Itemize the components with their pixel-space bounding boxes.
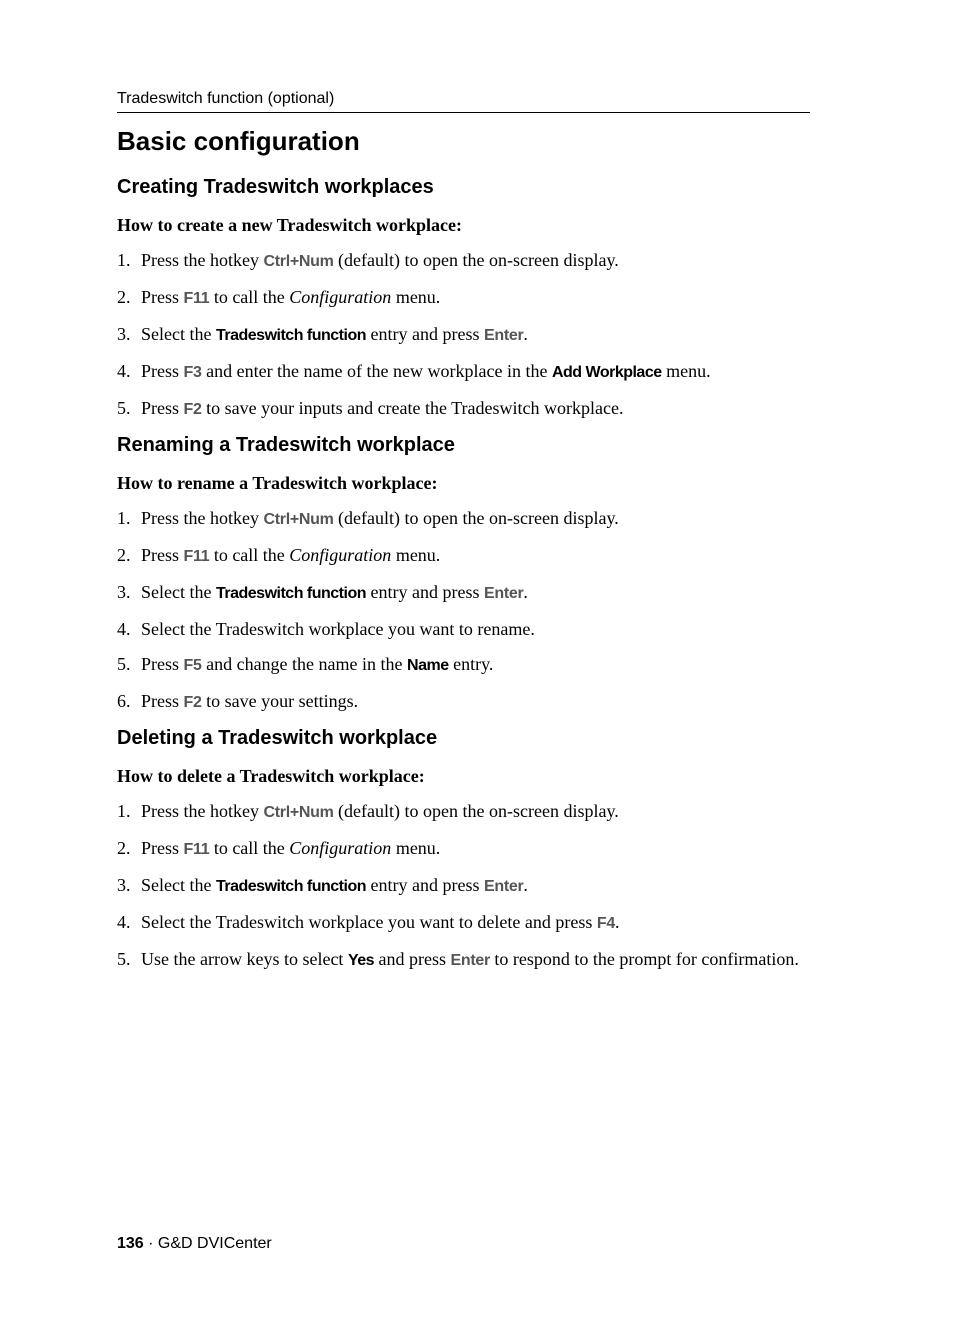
key-label: Enter: [483, 878, 524, 895]
step-text-run: Press: [141, 838, 184, 858]
menu-name: Configuration: [289, 545, 392, 565]
step-text-run: to respond to the prompt for confirmation.: [489, 949, 799, 969]
step-text-run: Press the hotkey: [141, 801, 264, 821]
list-item: [117, 618, 810, 640]
list-item: [117, 911, 810, 935]
step-number: 2.: [117, 287, 131, 307]
list-item: [117, 653, 810, 677]
step-number: 4.: [117, 361, 131, 381]
step-text-run: entry.: [448, 654, 494, 674]
step-text-run: Press: [141, 361, 184, 381]
list-item: [117, 581, 810, 605]
step-text-run: .: [523, 875, 528, 895]
section-title: Deleting a Tradeswitch workplace: [117, 727, 438, 749]
step-text-run: entry and press: [366, 875, 484, 895]
section-title: Creating Tradeswitch workplaces: [117, 176, 434, 198]
step-text: [141, 286, 810, 310]
step-text-run: (default) to open the on-screen display.: [333, 250, 619, 270]
header-divider: [117, 112, 810, 113]
step-text-run: menu.: [661, 361, 711, 381]
steps-list: [117, 800, 810, 985]
step-text-run: Press the hotkey: [141, 508, 264, 528]
step-text: [141, 249, 810, 273]
list-item: [117, 837, 810, 861]
key-label: F11: [183, 841, 210, 858]
section-title: Renaming a Tradeswitch workplace: [117, 434, 455, 456]
key-label: F2: [183, 401, 202, 418]
howto-heading: How to rename a Tradeswitch workplace:: [117, 473, 438, 493]
list-item: [117, 800, 810, 824]
list-item: [117, 286, 810, 310]
step-text-run: Select the Tradeswitch workplace you want to delete and press: [141, 912, 597, 932]
step-number: 1.: [117, 801, 131, 821]
step-text-run: .: [614, 912, 620, 932]
step-number: 5.: [117, 949, 131, 969]
running-header: Tradeswitch function (optional): [117, 90, 335, 107]
key-label: Enter: [483, 327, 524, 344]
key-label: F11: [183, 290, 210, 307]
step-number: 5.: [117, 398, 131, 418]
section-deleting: [117, 725, 810, 969]
step-text: [141, 800, 810, 824]
page-title: Basic configuration: [117, 126, 360, 156]
menu-entry-label: Tradeswitch function: [215, 585, 366, 602]
key-label: F2: [183, 694, 202, 711]
step-text-run: Select the: [141, 582, 216, 602]
key-label: Ctrl+Num: [263, 511, 334, 528]
step-text: [141, 653, 810, 677]
step-text: [141, 544, 810, 568]
step-text-run: Press the hotkey: [141, 250, 264, 270]
list-item: [117, 249, 810, 273]
step-text-run: Press: [141, 398, 184, 418]
step-text: [141, 360, 810, 384]
step-number: 1.: [117, 250, 131, 270]
page-footer: [117, 1234, 272, 1254]
step-text: [141, 874, 810, 898]
step-text-run: and press: [374, 949, 451, 969]
steps-list: [117, 249, 810, 434]
step-text-run: entry and press: [366, 582, 484, 602]
list-item: [117, 507, 810, 531]
step-text-run: menu.: [391, 838, 441, 858]
step-number: 4.: [117, 912, 131, 932]
step-text-run: and change the name in the: [201, 654, 408, 674]
step-text-run: to call the: [209, 287, 290, 307]
step-text-run: to save your settings.: [201, 691, 359, 711]
page-number: 136: [117, 1235, 144, 1252]
step-number: 3.: [117, 875, 131, 895]
howto-heading: How to create a new Tradeswitch workplace:: [117, 215, 462, 235]
step-text: [141, 507, 810, 531]
step-text-run: and enter the name of the new workplace in the: [201, 361, 552, 381]
step-text-run: Press: [141, 654, 184, 674]
step-number: 1.: [117, 508, 131, 528]
step-text-run: menu.: [391, 287, 441, 307]
step-text-run: Select the: [141, 324, 216, 344]
key-label: Ctrl+Num: [263, 804, 334, 821]
step-text-run: Use the arrow keys to select: [141, 949, 348, 969]
menu-entry-label: Tradeswitch function: [215, 327, 366, 344]
step-text: [141, 837, 810, 861]
step-text-run: Press: [141, 287, 184, 307]
step-text-run: to save your inputs and create the Tradeswitch workplace.: [201, 398, 624, 418]
step-text-run: Select the: [141, 875, 216, 895]
menu-name: Configuration: [289, 287, 392, 307]
menu-entry-label: Name: [407, 657, 449, 674]
key-label: Ctrl+Num: [263, 253, 334, 270]
list-item: [117, 690, 810, 714]
menu-name: Configuration: [289, 838, 392, 858]
section-creating: [117, 174, 810, 418]
step-text: [141, 323, 810, 347]
step-number: 6.: [117, 691, 131, 711]
step-number: 3.: [117, 582, 131, 602]
key-label: F4: [596, 915, 615, 932]
footer-product: G&D DVICenter: [157, 1235, 272, 1252]
footer-separator: ·: [143, 1235, 158, 1252]
list-item: [117, 544, 810, 568]
section-renaming: [117, 432, 810, 711]
key-label: F5: [183, 657, 202, 674]
step-number: 2.: [117, 545, 131, 565]
step-text: [141, 397, 810, 421]
menu-entry-label: Yes: [347, 952, 375, 969]
step-text-run: (default) to open the on-screen display.: [333, 508, 619, 528]
step-text-run: to call the: [209, 838, 290, 858]
step-text-run: .: [523, 582, 528, 602]
step-number: 3.: [117, 324, 131, 344]
list-item: [117, 948, 810, 972]
key-label: F11: [183, 548, 210, 565]
key-label: F3: [183, 364, 202, 381]
step-text-run: Press: [141, 545, 184, 565]
step-text: [141, 618, 810, 640]
step-text-run: menu.: [391, 545, 441, 565]
step-number: 4.: [117, 619, 131, 639]
key-label: Enter: [483, 585, 524, 602]
list-item: [117, 397, 810, 421]
list-item: [117, 874, 810, 898]
howto-heading: How to delete a Tradeswitch workplace:: [117, 766, 425, 786]
menu-entry-label: Add Workplace: [551, 364, 662, 381]
step-number: 5.: [117, 654, 131, 674]
steps-list: [117, 507, 810, 727]
menu-entry-label: Tradeswitch function: [215, 878, 366, 895]
step-text: [141, 690, 810, 714]
step-text: [141, 948, 810, 972]
step-text-run: entry and press: [366, 324, 484, 344]
step-text-run: to call the: [209, 545, 290, 565]
step-text-run: (default) to open the on-screen display.: [333, 801, 619, 821]
step-text: [141, 581, 810, 605]
step-text: [141, 911, 810, 935]
step-text-run: Select the Tradeswitch workplace you want to rename.: [141, 619, 535, 639]
step-text-run: Press: [141, 691, 184, 711]
list-item: [117, 323, 810, 347]
step-text-run: .: [523, 324, 528, 344]
list-item: [117, 360, 810, 384]
key-label: Enter: [450, 952, 490, 969]
step-number: 2.: [117, 838, 131, 858]
